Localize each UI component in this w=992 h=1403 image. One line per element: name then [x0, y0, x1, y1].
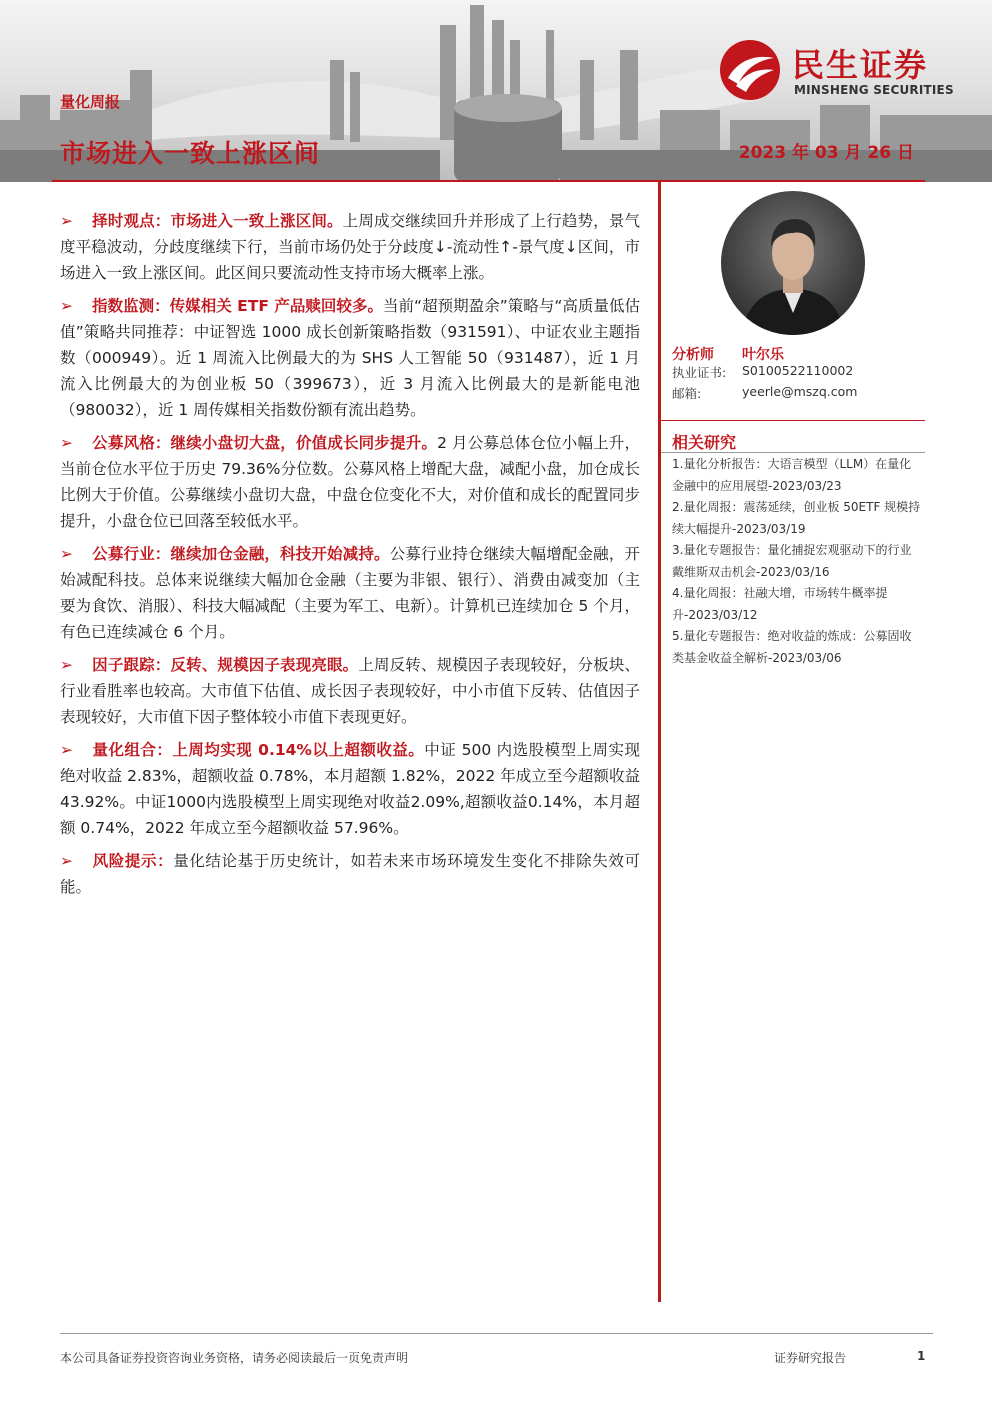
person-icon: [721, 191, 865, 335]
paragraph-text: 当前“超预期盈余”策略与“高质量低估值”策略共同推荐：中证智选 1000 成长创新策略指数（931591）、中证农业主题指数（000949）。近 1 周流入比例最大的为 SHS 人工智能 50（931487），近 1 月流入比例最大的为创业板 50（399673），近 3 月流入比例最大的是新能电池（980032），近 1 周传媒相关指数份额有流出趋势。: [60, 297, 640, 419]
paragraph-text: 上周反转、规模因子表现较好，分板块、行业看胜率也较高。大市值下估值、成长因子表现较好，中小市值下反转、估值因子表现较好，大市值下因子整体较小市值下表现更好。: [60, 656, 640, 726]
summary-paragraph: [60, 541, 640, 645]
paragraph-heading: 公募风格：继续小盘切大盘，价值成长同步提升。: [92, 434, 438, 452]
summary-paragraph: [60, 430, 640, 534]
paragraph-text: 中证 500 内选股模型上周实现绝对收益 2.83%，超额收益 0.78%，本月超额 1.82%，2022 年成立至今超额收益43.92%。中证1000内选股模型上周实现绝对收益2.09%,超额收益0.14%，本月超额 0.74%，2022 年成立至今超额收益 57.96%。: [60, 741, 640, 837]
summary-paragraph: [60, 652, 640, 730]
logo-chinese-name: 民生证券: [792, 46, 929, 84]
logo-english-name: MINSHENG SECURITIES: [794, 83, 954, 97]
paragraph-text: 2 月公募总体仓位小幅上升，当前仓位水平位于历史 79.36%分位数。公募风格上增配大盘，减配小盘，加仓成长比例大于价值。公募继续小盘切大盘，中盘仓位变化不大，对价值和成长的配置同步提升，小盘仓位已回落至较低水平。: [60, 434, 640, 530]
arrowhead-icon: ➢: [60, 741, 73, 759]
summary-paragraph: [60, 848, 640, 900]
arrowhead-icon: ➢: [60, 656, 73, 674]
arrowhead-icon: ➢: [60, 852, 73, 870]
paragraph-text: 公募行业持仓继续大幅增配金融，开始减配科技。总体来说继续大幅加仓金融（主要为非银、银行）、消费由减变加（主要为食饮、消服）、科技大幅减配（主要为军工、电新）。计算机已连续加仓 5 个月，有色已连续减仓 6 个月。: [60, 545, 640, 641]
arrowhead-icon: ➢: [60, 434, 73, 452]
report-type: 量化周报: [60, 93, 121, 111]
column-divider: [658, 182, 661, 1302]
report-title: 市场进入一致上涨区间: [60, 139, 321, 168]
analyst-name: 叶尔乐: [742, 347, 784, 363]
paragraph-text: 上周成交继续回升并形成了上行趋势，景气度平稳波动，分歧度继续下行，当前市场仍处于分歧度↓-流动性↑-景气度↓区间，市场进入一致上涨区间。此区间只要流动性支持市场大概率上涨。: [60, 212, 640, 282]
arrowhead-icon: ➢: [60, 212, 73, 230]
paragraph-heading: 公募行业：继续加仓金融，科技开始减持。: [92, 545, 390, 563]
paragraph-heading: 择时观点：市场进入一致上涨区间。: [92, 212, 343, 230]
related-item[interactable]: 1.量化分析报告：大语言模型（LLM）在量化金融中的应用展望-2023/03/23: [672, 457, 912, 493]
related-item[interactable]: 2.量化周报：震荡延续，创业板 50ETF 规模持续大幅提升-2023/03/19: [672, 500, 921, 536]
paragraph-heading: 风险提示：: [92, 852, 174, 870]
summary-paragraph: [60, 208, 640, 286]
email-label: 邮箱:: [672, 386, 702, 401]
summary-paragraph: [60, 737, 640, 841]
cert-value: S0100522110002: [742, 363, 854, 378]
paragraph-heading: 因子跟踪：反转、规模因子表现亮眼。: [92, 656, 359, 674]
email-value[interactable]: yeerle@mszq.com: [742, 384, 858, 399]
arrowhead-icon: ➢: [60, 297, 73, 315]
company-logo: [718, 38, 968, 102]
related-research-list: [672, 454, 922, 669]
paragraph-text: 量化结论基于历史统计，如若未来市场环境发生变化不排除失效可能。: [60, 852, 640, 896]
summary-body: [60, 208, 640, 907]
analyst-photo: [721, 191, 865, 335]
footer-divider: [60, 1333, 933, 1334]
paragraph-heading: 指数监测：传媒相关 ETF 产品赎回较多。: [92, 297, 383, 315]
summary-paragraph: [60, 293, 640, 423]
cert-label: 执业证书:: [672, 365, 727, 380]
report-date: 2023 年 03 月 26 日: [738, 143, 914, 163]
arrowhead-icon: ➢: [60, 545, 73, 563]
paragraph-heading: 量化组合：上周均实现 0.14%以上超额收益。: [92, 741, 425, 759]
related-title-rule: [661, 452, 925, 453]
related-item[interactable]: 5.量化专题报告：绝对收益的炼成：公募固收类基金收益全解析-2023/03/06: [672, 629, 912, 665]
analyst-label: 分析师: [672, 347, 714, 363]
page-number: 1: [917, 1349, 926, 1363]
related-item[interactable]: 3.量化专题报告：量化捕捉宏观驱动下的行业戴维斯双击机会-2023/03/16: [672, 543, 912, 579]
sidebar-divider: [661, 420, 925, 421]
footer-doc-type: 证券研究报告: [774, 1351, 847, 1365]
footer-disclaimer: 本公司具备证券投资咨询业务资格，请务必阅读最后一页免责声明: [60, 1351, 409, 1365]
minsheng-logo-icon: [718, 38, 782, 102]
related-item[interactable]: 4.量化周报：社融大增，市场转牛概率提升-2023/03/12: [672, 586, 888, 622]
related-research-title: 相关研究: [672, 433, 737, 452]
header-divider: [52, 180, 925, 182]
